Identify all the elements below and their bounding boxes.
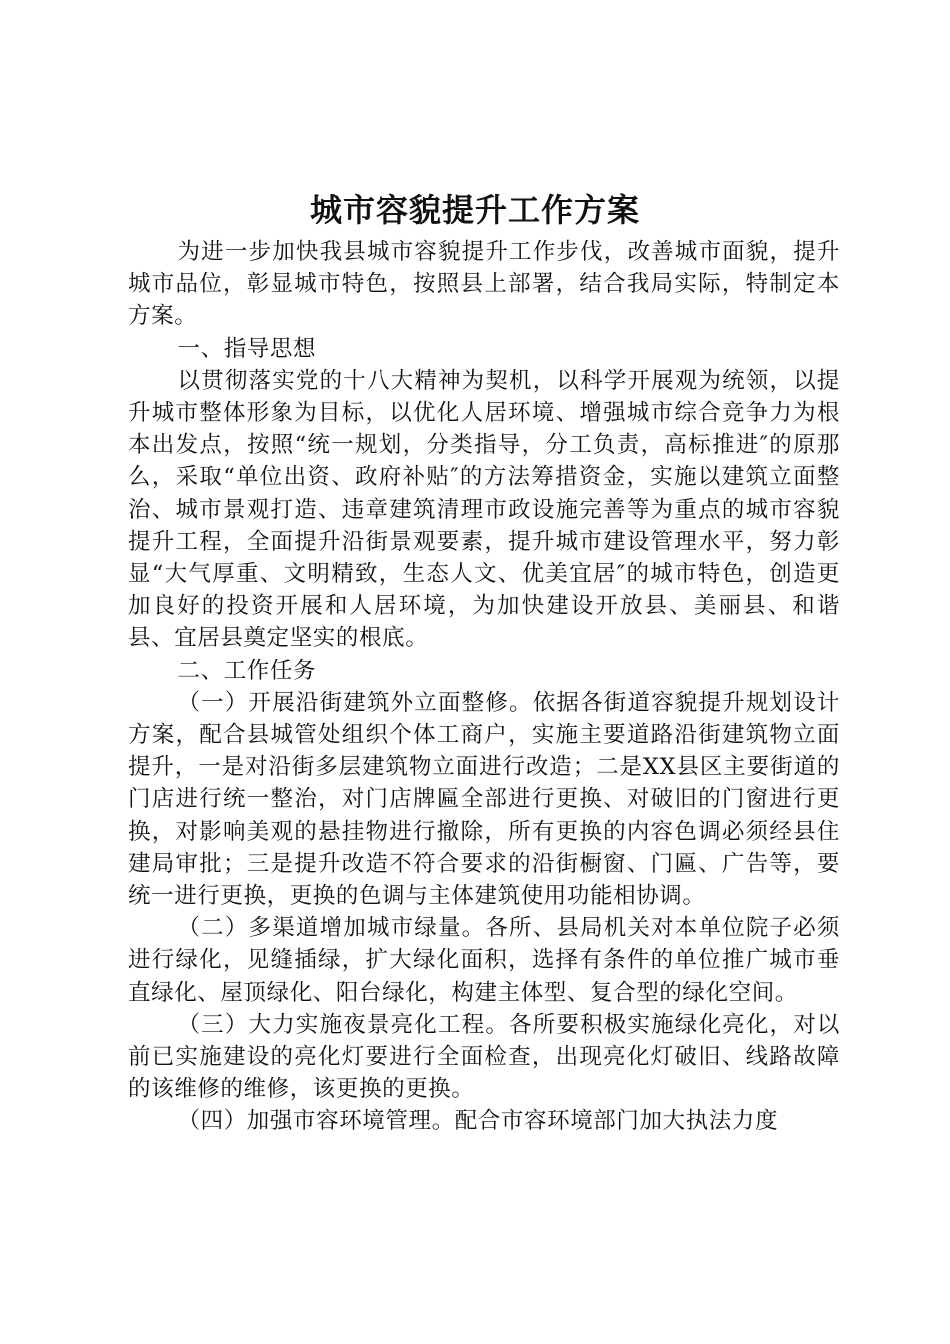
guiding-ideology-paragraph: 以贯彻落实党的十八大精神为契机，以科学开展观为统领，以提升城市整体形象为目标，以优化人居环境、增强城市综合竞争力为根本出发点，按照“统一规划，分类指导，分工负责，高标推进″的原那么，采取“单位出资、政府补贴″的方法筹措资金，实施以建筑立面整治、城市景观打造、违章建筑清理市政设施完善等为重点的城市容貌提升工程，全面提升沿街景观要素，提升城市建设管理水平，努力彰显“大气厚重、文明精致，生态人文、优美宜居″的城市特色，创造更加良好的投资开展和人居环境，为加快建设开放县、美丽县、和谐县、宜居县奠定坚实的根底。 <box>128 367 840 652</box>
document-body <box>128 236 840 1138</box>
section-heading-work-tasks: 二、工作任务 <box>177 657 317 684</box>
task-1-paragraph: （一）开展沿街建筑外立面整修。依据各街道容貌提升规划设计方案，配合县城管处组织个体工商户，实施主要道路沿街建筑物立面提升，一是对沿街多层建筑物立面进行改造；二是XX县区主要街道的门店进行统一整治，对门店牌匾全部进行更换、对破旧的门窗进行更换，对影响美观的悬挂物进行撤除，所有更换的内容色调必须经县住建局审批；三是提升改造不符合要求的沿街橱窗、门匾、广告等，要统一进行更换，更换的色调与主体建筑使用功能相协调。 <box>128 689 840 910</box>
task-3-paragraph: （三）大力实施夜景亮化工程。各所要积极实施绿化亮化，对以前已实施建设的亮化灯要进行全面检查，出现亮化灯破旧、线路故障的该维修的维修，该更换的更换。 <box>128 1011 840 1103</box>
task-4-paragraph: （四）加强市容环境管理。配合市容环境部门加大执法力度 <box>177 1108 779 1135</box>
intro-paragraph: 为进一步加快我县城市容貌提升工作步伐，改善城市面貌，提升城市品位，彰显城市特色，按照县上部署，结合我局实际，特制定本方案。 <box>128 239 840 330</box>
document-title: 城市容貌提升工作方案 <box>309 191 640 229</box>
task-2-paragraph: （二）多渠道增加城市绿量。各所、县局机关对本单位院子必须进行绿化，见缝插绿，扩大绿化面积，选择有条件的单位推广城市垂直绿化、屋顶绿化、阳台绿化，构建主体型、复合型的绿化空间。 <box>128 915 840 1006</box>
section-heading-guiding-ideology: 一、指导思想 <box>177 335 317 362</box>
